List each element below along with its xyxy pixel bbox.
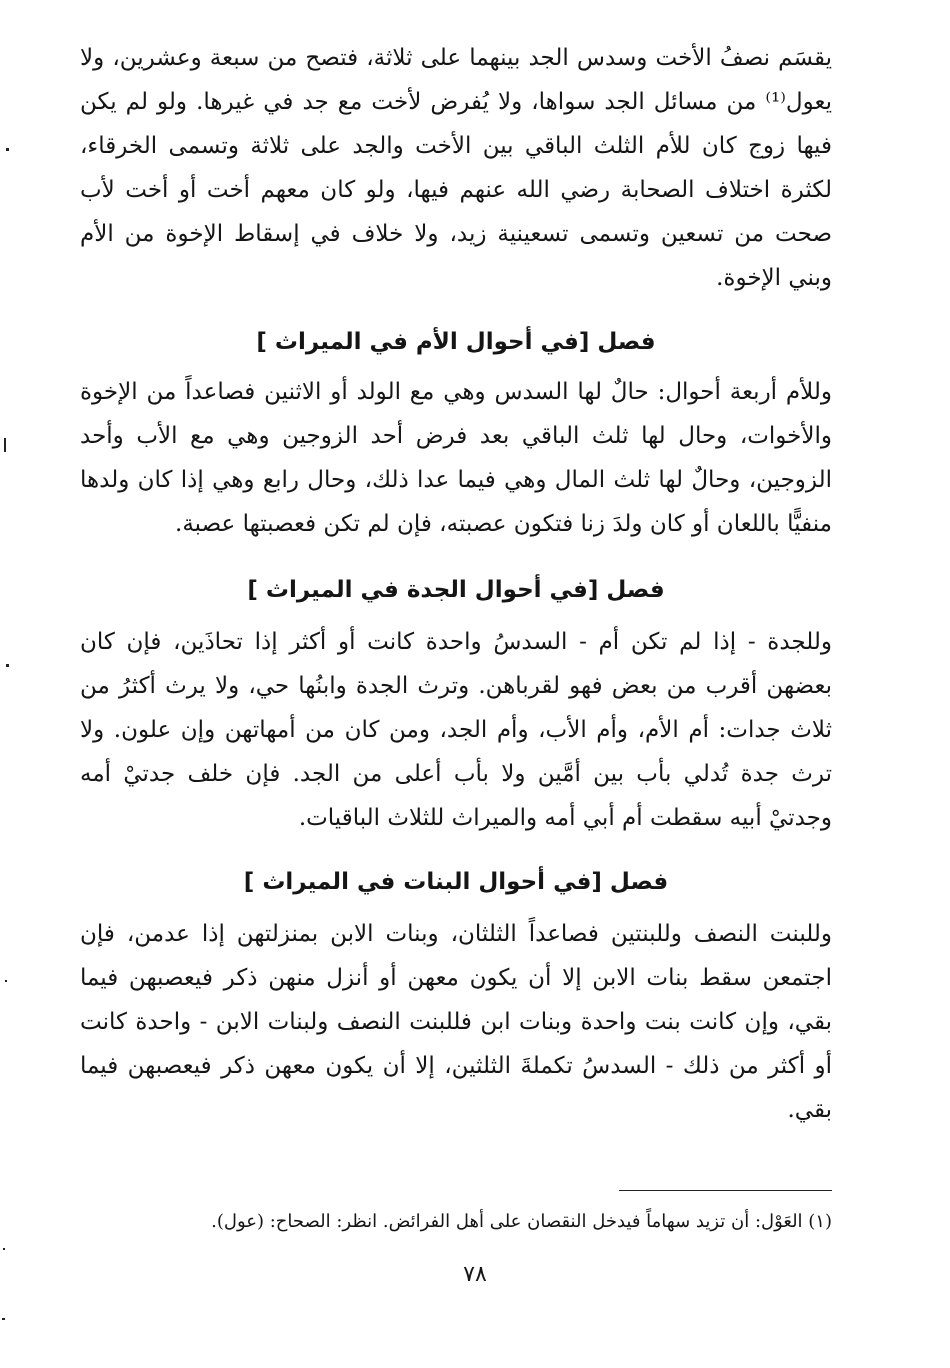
paragraph-mother: وللأم أربعة أحوال: حالٌ لها السدس وهي مع الولد أو الاثنين فصاعداً من الإخوة والأخوات، وحال لها ثلث الباقي بعد فرض أحد الزوجين وهي مع الأب وأحد الزوجين، وحالٌ لها ثلث المال وهي فيما عدا ذلك، وحال رابع وهي إذا كان ولدها منفيًّا باللعان أو كان ولدَ زنا فتكون عصبته، فإن لم تكن فعصبتها عصبة.	[80, 379, 832, 537]
section-heading-daughters: فصل [في أحوال البنات في الميراث ]	[243, 869, 669, 895]
paragraph-grandmother: وللجدة - إذا لم تكن أم - السدسُ واحدة كانت أو أكثر إذا تحاذَين، فإن كان بعضهن أقرب من بعض فهو لقرباهن. وترث الجدة وابنُها حي، ولا يرث أكثرُ من ثلاث جدات: أم الأم، وأم الأب، وأم الجد، ومن كان من أمهاتهن وإن علون. ولا ترث جدة تُدلي بأب بين أمَّين ولا بأب أعلى من الجد. فإن خلف جدتيْ أمه وجدتيْ أبيه سقطت أم أبي أمه والميراث للثلاث الباقيات.	[80, 629, 832, 831]
section-heading-grandmother: فصل [في أحوال الجدة في الميراث ]	[247, 577, 665, 603]
page-number: ٧٨	[463, 1262, 487, 1287]
scan-speck	[4, 438, 6, 452]
paragraph-daughters: وللبنت النصف وللبنتين فصاعداً الثلثان، وبنات الابن بمنزلتهن إذا عدمن، فإن اجتمعن سقط بنات الابن إلا أن يكون معهن أو أنزل منهن ذكر فيعصبهن فيما بقي، وإن كانت بنت واحدة وبنات ابن فللبنت النصف ولبنات الابن - واحدة كانت أو أكثر من ذلك - السدسُ تكملةَ الثلثين، إلا أن يكون معهن ذكر فيعصبهن فيما بقي.	[80, 921, 832, 1123]
section-heading-mother: فصل [في أحوال الأم في الميراث ]	[256, 329, 656, 355]
scan-speck	[6, 664, 9, 667]
scan-speck	[5, 980, 7, 982]
scan-speck	[3, 1248, 5, 1250]
scan-speck	[6, 148, 9, 151]
footnote: (١) العَوْل: أن تزيد سهاماً فيدخل النقصان على أهل الفرائض. انظر: الصحاح: (عول).	[211, 1211, 832, 1232]
page-body	[80, 36, 832, 1132]
paragraph-grandfather-sister: يقسَم نصفُ الأخت وسدس الجد بينهما على ثلاثة، فتصح من سبعة وعشرين، ولا يعول⁽¹⁾ من مسائل الجد سواها، ولا يُفرض لأخت مع جد في غيرها. ولو لم يكن فيها زوج كان للأم الثلث الباقي بين الأخت والجد على ثلاثة وتسمى الخرقاء، لكثرة اختلاف الصحابة رضي الله عنهم فيها، ولو كان معهم أخت أو أخت لأب صحت من تسعين وتسمى تسعينية زيد، ولا خلاف في إسقاط الإخوة من الأم وبني الإخوة.	[80, 45, 832, 291]
footnote-separator	[619, 1190, 832, 1191]
scan-speck	[2, 1318, 5, 1320]
